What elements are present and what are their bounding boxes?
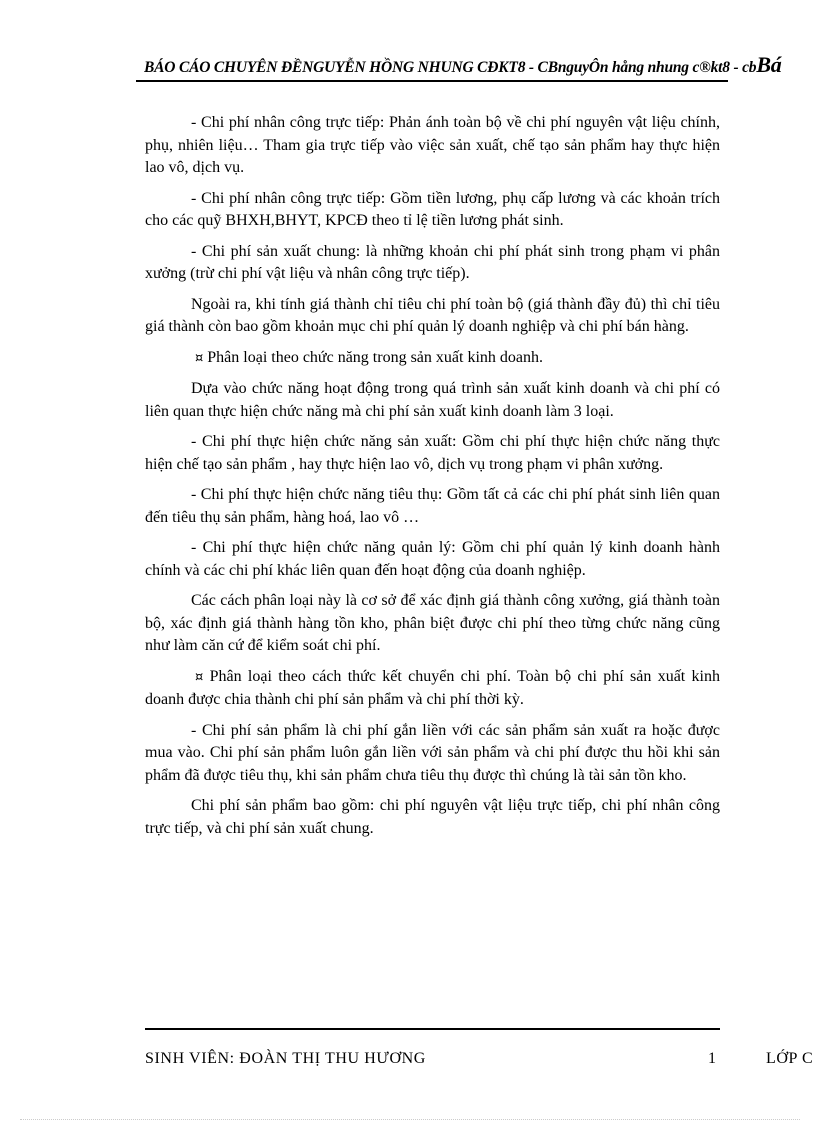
paragraph: Chi phí sản phẩm bao gồm: chi phí nguyên vật liệu trực tiếp, chi phí nhân công trực tiếp, và chi phí sản xuất chung. xyxy=(145,797,720,837)
bullet-paragraph xyxy=(145,347,720,371)
document-body xyxy=(145,112,720,848)
paragraph: Các cách phân loại này là cơ sở để xác định giá thành công xưởng, giá thành toàn bộ, xác định giá thành hàng tồn kho, phân biệt được chi phí theo từng chức năng cũng như làm căn cứ để kiểm soát chi phí. xyxy=(145,592,720,654)
bullet-paragraph xyxy=(145,666,720,712)
header-text: BÁO CÁO CHUYÊN ĐỀNGUYỄN HỒNG NHUNG CĐKT8 - CBnguyÔn hång nhung c®kt8 - cb xyxy=(144,59,757,76)
footer-class: LỚP C xyxy=(766,1050,814,1067)
header-text-tail: Bá xyxy=(756,52,782,77)
bullet-text: Phân loại theo chức năng trong sản xuất kinh doanh. xyxy=(207,348,543,366)
page-number: 1 xyxy=(708,1050,716,1067)
paragraph: - Chi phí sản xuất chung: là những khoản chi phí phát sinh trong phạm vi phân xưởng (trừ chi phí vật liệu và nhân công trực tiếp). xyxy=(145,242,720,282)
paragraph: Ngoài ra, khi tính giá thành chỉ tiêu chi phí toàn bộ (giá thành đầy đủ) thì chỉ tiêu giá thành còn bao gồm khoản mục chi phí quản lý doanh nghiệp và chi phí bán hàng. xyxy=(145,295,720,335)
header-rule xyxy=(136,80,728,82)
paragraph: Dựa vào chức năng hoạt động trong quá trình sản xuất kinh doanh và chi phí có liên quan thực hiện chức năng mà chi phí sản xuất kinh doanh làm 3 loại. xyxy=(145,380,720,420)
page-edge-dots xyxy=(20,1119,800,1120)
footer-student-name: SINH VIÊN: ĐOÀN THỊ THU HƯƠNG xyxy=(145,1050,426,1067)
bullet-text: Phân loại theo cách thức kết chuyển chi phí. Toàn bộ chi phí sản xuất kinh doanh được chia thành chi phí sản phẩm và chi phí thời kỳ. xyxy=(145,667,720,708)
bullet-symbol-icon: ¤ xyxy=(195,350,204,366)
paragraph: - Chi phí thực hiện chức năng sản xuất: Gồm chi phí thực hiện chức năng thực hiện chế tạo sản phẩm , hay thực hiện lao vô, dịch vụ trong phạm vi phân xưởng. xyxy=(145,433,720,473)
bullet-symbol-icon: ¤ xyxy=(195,669,204,685)
paragraph: - Chi phí sản phẩm là chi phí gắn liền với các sản phẩm sản xuất ra hoặc được mua vào. Chi phí sản phẩm luôn gắn liền với sản phẩm và chi phí được thu hồi khi sản phẩm đã được tiêu thụ, khi sản phẩm chưa tiêu thụ được thì chúng là tài sản tồn kho. xyxy=(145,721,720,784)
paragraph: - Chi phí thực hiện chức năng quản lý: Gồm chi phí quản lý kinh doanh hành chính và các chi phí khác liên quan đến hoạt động của doanh nghiệp. xyxy=(145,539,720,579)
running-header xyxy=(144,52,816,78)
paragraph: - Chi phí nhân công trực tiếp: Phản ánh toàn bộ về chi phí nguyên vật liệu chính, phụ, nhiên liệu… Tham gia trực tiếp vào việc sản xuất, chế tạo sản phẩm hay thực hiện lao vô, dịch vụ. xyxy=(145,114,720,176)
paragraph: - Chi phí thực hiện chức năng tiêu thụ: Gồm tất cả các chi phí phát sinh liên quan đến tiêu thụ sản phẩm, hàng hoá, lao vô … xyxy=(145,486,720,526)
paragraph: - Chi phí nhân công trực tiếp: Gồm tiền lương, phụ cấp lương và các khoản trích cho các quỹ BHXH,BHYT, KPCĐ theo tỉ lệ tiền lương phát sinh. xyxy=(145,189,720,229)
footer-rule xyxy=(145,1028,720,1030)
